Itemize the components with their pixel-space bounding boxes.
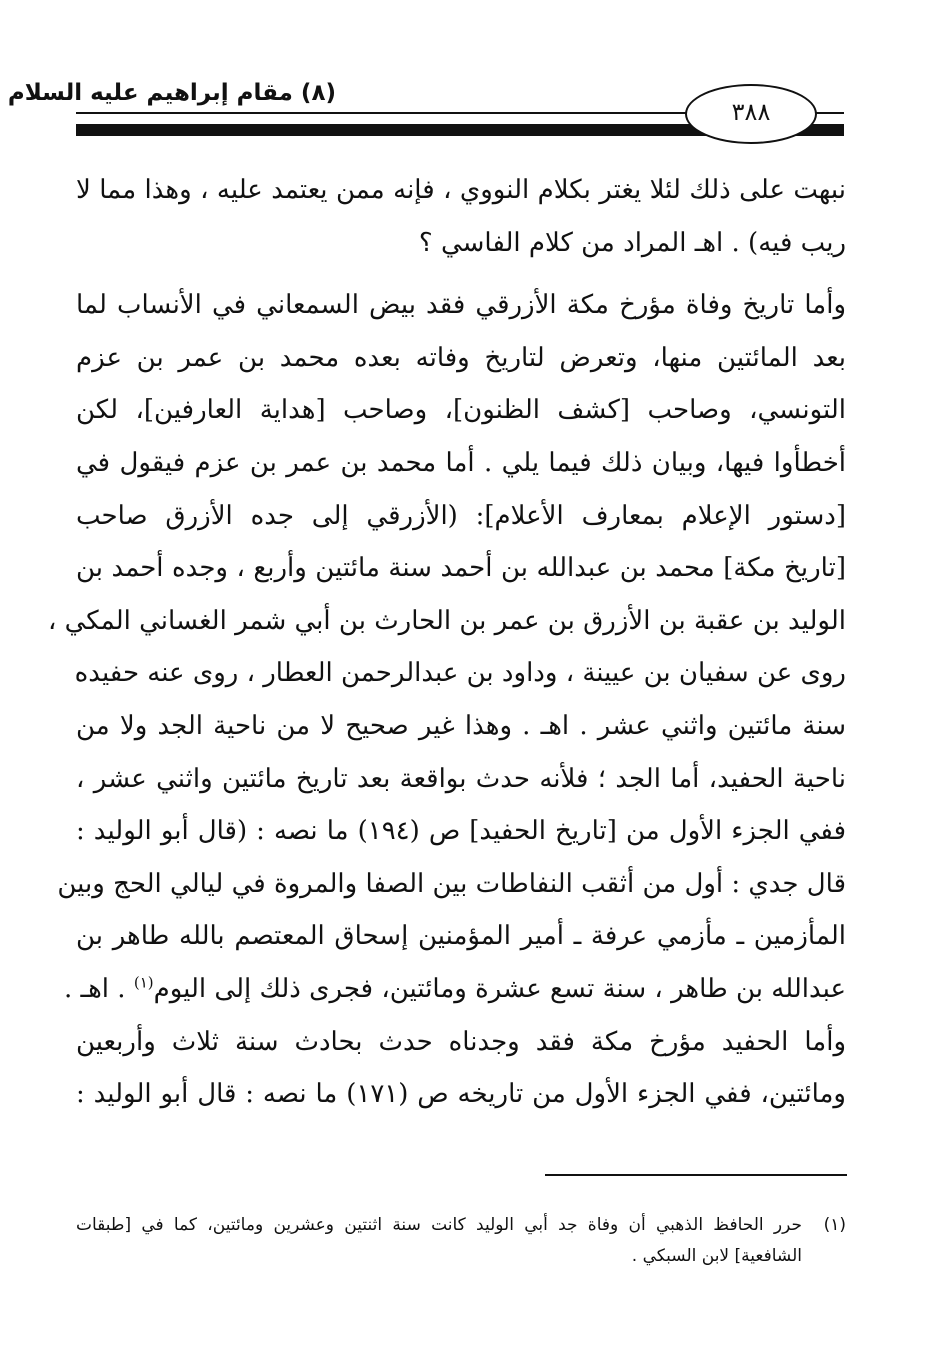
text-line: [دستور الإعلام بمعارف الأعلام]: (الأزرقي إلى جده الأزرق صاحب [76, 500, 846, 531]
text-line: روى عن سفيان بن عيينة ، وداود بن عبدالرحمن العطار ، روى عنه حفيده [74, 658, 846, 689]
page-number: ٣٨٨ [731, 98, 771, 126]
footnote-line: الشافعية] لابن السبكي . [631, 1246, 802, 1266]
text-line: بعد المائتين منها، وتعرض لتاريخ وفاته بعده محمد بن عمر بن عزم [76, 342, 846, 373]
text-line: ومائتين، ففي الجزء الأول من تاريخه ص (١٧١) ما نصه : قال أبو الوليد : [76, 1079, 846, 1110]
text-line: أخطأوا فيها، وبيان ذلك فيما يلي . أما محمد بن عمر بن عزم فيقول في [76, 447, 846, 478]
text-line: سنة مائتين واثني عشر . اهـ . وهذا غير صحيح لا من ناحية الجد ولا من [76, 710, 846, 741]
footnote-separator [545, 1174, 847, 1176]
text-line: الوليد بن عقبة بن الأزرق بن عمر بن الحارث بن أبي شمر الغساني المكي ، [47, 605, 846, 636]
text-segment: عبدالله بن طاهر ، سنة تسع عشرة ومائتين، فجرى ذلك إلى اليوم [153, 973, 846, 1004]
text-line: نبهت على ذلك لئلا يغتر بكلام النووي ، فإنه ممن يعتمد عليه ، وهذا مما لا [76, 175, 846, 205]
text-line: وأما الحفيد مؤرخ مكة فقد وجدناه حدث بحادث سنة ثلاث وأربعين [76, 1026, 846, 1057]
footnote-text: حرر الحافظ الذهبي أن وفاة جد أبي الوليد كانت سنة اثنتين وعشرين ومائتين، كما في [طبقات [76, 1215, 802, 1235]
text-line: وأما تاريخ وفاة مؤرخ مكة الأزرقي فقد بيض السمعاني في الأنساب لما [76, 290, 846, 321]
text-segment: . اهـ . [63, 973, 126, 1004]
text-line-with-footnote-ref [63, 963, 846, 1016]
footnote-line [76, 1210, 846, 1241]
paragraph-gap [76, 269, 846, 279]
text-line: قال جدي : أول من أثقب النفاطات بين الصفا والمروة في ليالي الحج وبين [57, 868, 846, 899]
footnote-number: (١) [823, 1215, 846, 1235]
footnote-reference: (١) [133, 973, 154, 992]
text-line: ناحية الحفيد، أما الجد ؛ فلأنه حدث بواقعة بعد تاريخ مائتين واثني عشر ، [76, 763, 846, 794]
page-number-oval [685, 84, 817, 144]
text-line: [تاريخ مكة] محمد بن عبدالله بن أحمد سنة مائتين وأربع ، وجده أحمد بن [76, 553, 846, 584]
footnotes [76, 1210, 846, 1272]
text-line: ففي الجزء الأول من [تاريخ الحفيد] ص (١٩٤) ما نصه : (قال أبو الوليد : [76, 816, 847, 847]
body-text [47, 164, 847, 1121]
text-line: التونسي، وصاحب [كشف الظنون]، وصاحب [هداية العارفين]، لكن [76, 395, 846, 426]
text-line: المأزمين ـ مأزمي عرفة ـ أمير المؤمنين إسحاق المعتصم بالله طاهر بن [76, 921, 846, 952]
page-header [0, 0, 936, 140]
running-title: (٨) مقام إبراهيم عليه السلام [7, 80, 336, 106]
text-line: ريب فيه) . اهـ المراد من كلام الفاسي ؟ [418, 227, 846, 258]
